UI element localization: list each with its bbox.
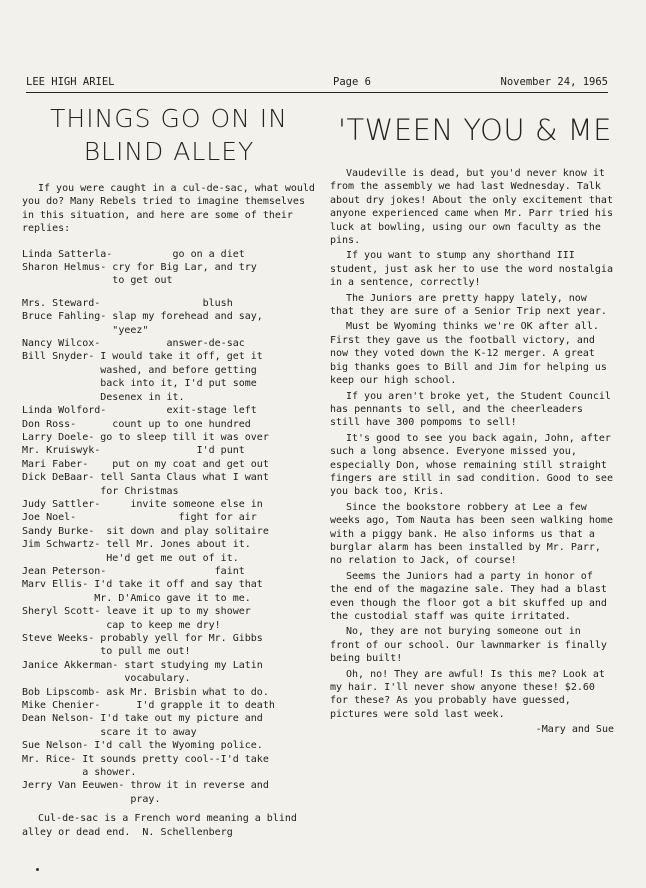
reply-line: Sheryl Scott- leave it up to my shower bbox=[22, 606, 251, 618]
reply-line: back into it, I'd put some bbox=[22, 378, 257, 390]
reply-line: Larry Doele- go to sleep till it was over bbox=[22, 431, 269, 443]
reply-line: Sandy Burke- sit down and play solitaire bbox=[22, 525, 269, 537]
reply-line: cap to keep me dry! bbox=[22, 619, 221, 631]
masthead bbox=[26, 75, 608, 91]
left-title-line2: BLIND ALLEY bbox=[83, 137, 255, 166]
column-paragraph: Vaudeville is dead, but you'd never know it from the assembly we had last Wednesday. Talk about dry jokes! About the only excitement that anyone experienced came when Mr. Parr tried his luck at bowling, using our own faculty as the pins. bbox=[330, 168, 619, 247]
left-title-line1: THINGS GO ON IN bbox=[50, 104, 288, 133]
left-article-intro: If you were caught in a cul-de-sac, what would you do? Many Rebels tried to imagine themselves in this situation, and here are some of their replies: bbox=[22, 183, 321, 235]
reply-line: Sue Nelson- I'd call the Wyoming police. bbox=[22, 740, 263, 752]
paper-speck bbox=[36, 868, 39, 871]
column-paragraph: If you want to stump any shorthand III student, just ask her to use the word nostalgia in a sentence, correctly! bbox=[330, 250, 619, 289]
reply-line: Desenex in it. bbox=[22, 391, 185, 403]
reply-line: Mari Faber- put on my coat and get out bbox=[22, 458, 269, 470]
reply-line: Linda Wolford- exit-stage left bbox=[22, 405, 257, 417]
reply-line: Jean Peterson- faint bbox=[22, 565, 245, 577]
reply-line: Sharon Helmus- cry for Big Lar, and try bbox=[22, 262, 257, 274]
reply-line: Jim Schwartz- tell Mr. Jones about it. bbox=[22, 539, 251, 551]
reply-line: Marv Ellis- I'd take it off and say that bbox=[22, 579, 263, 591]
reply-line: He'd get me out of it. bbox=[22, 552, 239, 564]
reply-line: scare it to away bbox=[22, 726, 197, 738]
reply-line: for Christmas bbox=[22, 485, 179, 497]
reply-line: vocabulary. bbox=[22, 673, 191, 685]
publication-name: LEE HIGH ARIEL bbox=[26, 76, 115, 88]
right-article-title: 'TWEEN YOU & ME bbox=[338, 113, 612, 147]
reply-line: Judy Sattler- invite someone else in bbox=[22, 498, 263, 510]
reply-line: Steve Weeks- probably yell for Mr. Gibbs bbox=[22, 633, 263, 644]
reply-line: Bill Snyder- I would take it off, get it bbox=[22, 351, 263, 363]
reply-line: Mr. D'Amico gave it to me. bbox=[22, 592, 251, 604]
reply-line: Dean Nelson- I'd take out my picture and bbox=[22, 713, 263, 725]
reply-line: pray. bbox=[22, 793, 161, 805]
reply-line: "yeez" bbox=[22, 324, 149, 336]
left-article bbox=[22, 100, 321, 839]
issue-date: November 24, 1965 bbox=[500, 76, 608, 88]
column-paragraph: Must be Wyoming thinks we're OK after all. First they gave us the football victory, and now they voted down the K-12 merger. A great big thanks goes to Bill and Jim for helping us keep our high school. bbox=[330, 321, 613, 387]
reply-line: Linda Satterla- go on a diet bbox=[22, 248, 245, 260]
right-article-body bbox=[330, 167, 619, 721]
column-paragraph: If you aren't broke yet, the Student Council has pennants to sell, and the cheerleaders still have 300 pompoms to sell! bbox=[330, 390, 617, 429]
column-paragraph: The Juniors are pretty happy lately, now that they are sure of a Senior Trip next year. bbox=[330, 292, 607, 318]
left-article-closing: Cul-de-sac is a French word meaning a blind alley or dead end. N. Schellenberg bbox=[22, 813, 303, 838]
column-paragraph: No, they are not burying someone out in front of our school. Our lawnmarker is finally being built! bbox=[330, 626, 613, 665]
reply-line: to pull me out! bbox=[22, 646, 191, 658]
column-paragraph: Oh, no! They are awful! Is this me? Look at my hair. I'll never show anyone these! $2.60 for these? As you probably have guessed, pictures were sold last week. bbox=[330, 668, 611, 720]
reply-line: a shower. bbox=[22, 767, 137, 779]
reply-line: Dick DeBaar- tell Santa Claus what I want bbox=[22, 472, 269, 484]
column-paragraph: It's good to see you back again, John, after such a long absence. Everyone missed you, especially Don, whose remaining still straight fingers are still in sad condition. Good to see you back too, Kris. bbox=[330, 432, 619, 498]
reply-line: Bruce Fahling- slap my forehead and say, bbox=[22, 311, 263, 323]
reply-line: washed, and before getting bbox=[22, 364, 257, 376]
reply-line: Mr. Kruiswyk- I'd punt bbox=[22, 445, 245, 457]
reply-line: Mrs. Steward- blush bbox=[22, 297, 233, 309]
reply-line: Joe Noel- fight for air bbox=[22, 512, 257, 524]
column-paragraph: Seems the Juniors had a party in honor of the end of the magazine sale. They had a blast even though the floor got a bit skuffed up and the custodial staff was quite irritated. bbox=[330, 570, 613, 622]
column-paragraph: Since the bookstore robbery at Lee a few weeks ago, Tom Nauta has been seen walking home with a piggy bank. He also informs us that a burglar alarm has been installed by Mr. Parr, no relation to Jack, of course! bbox=[330, 501, 619, 567]
reply-line: Bob Lipscomb- ask Mr. Brisbin what to do. bbox=[22, 686, 269, 698]
right-article bbox=[330, 103, 619, 737]
replies-list bbox=[22, 248, 316, 807]
page-number: Page 6 bbox=[333, 76, 371, 88]
reply-line: Nancy Wilcox- answer-de-sac bbox=[22, 338, 245, 350]
left-article-title bbox=[22, 102, 316, 168]
reply-line: Mr. Rice- It sounds pretty cool--I'd take bbox=[22, 753, 269, 765]
right-article-signature: -Mary and Sue bbox=[535, 724, 614, 736]
reply-line: to get out bbox=[22, 275, 173, 287]
reply-line: Don Ross- count up to one hundred bbox=[22, 418, 251, 430]
reply-line: Mike Chenier- I'd grapple it to death bbox=[22, 700, 275, 712]
entry-gap bbox=[22, 288, 316, 297]
masthead-rule bbox=[26, 92, 608, 93]
reply-line: Janice Akkerman- start studying my Latin bbox=[22, 659, 263, 671]
reply-line: Jerry Van Eeuwen- throw it in reverse and bbox=[22, 780, 269, 792]
